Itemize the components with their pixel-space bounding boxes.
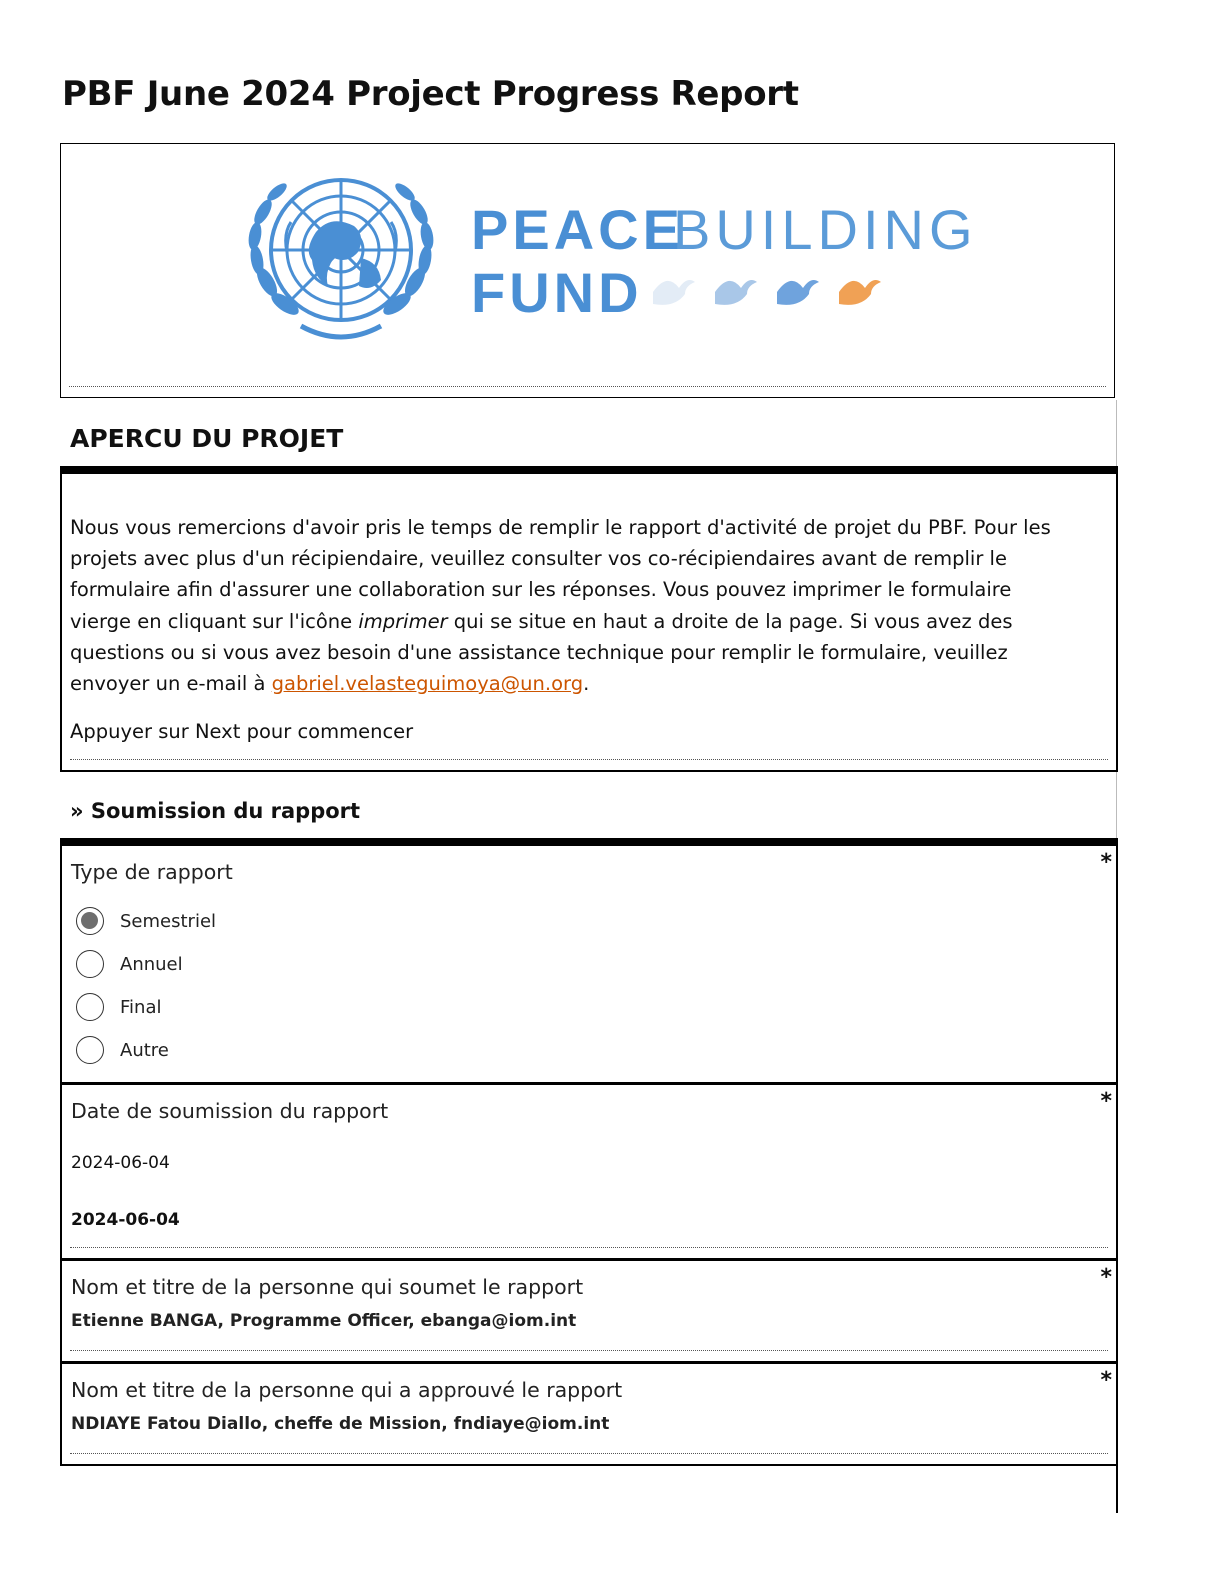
radio-option-final[interactable]: [76, 991, 161, 1023]
submission-date-value: 2024-06-04: [71, 1210, 180, 1230]
intro-text-1: Nous vous remercions d'avoir pris le temps de remplir le rapport d'activité de projet du PBF. Pour les projets avec plus d'un récipiendaire, veuillez consulter vos co-récipiendaires avant de remplir le formulaire afin d'assurer une collaboration sur les réponses. Vous pouvez imprimer le formulaire vierge en cliquant sur l'icône: [70, 516, 1051, 633]
logo-word-peace: PEACE: [471, 198, 684, 261]
radio-label: Annuel: [120, 953, 183, 975]
un-emblem-icon: [247, 180, 436, 337]
approver-label: Nom et titre de la personne qui a approuvé le rapport: [71, 1378, 623, 1402]
contact-email-link[interactable]: gabriel.velasteguimoya@un.org: [271, 672, 584, 696]
dotted-divider: [70, 1453, 1108, 1454]
submission-date-label: Date de soumission du rapport: [71, 1099, 389, 1123]
page-edge-rule-end: [1116, 1465, 1118, 1513]
required-marker: *: [1100, 850, 1112, 875]
radio-label: Semestriel: [120, 910, 217, 932]
submitter-label: Nom et titre de la personne qui soumet le rapport: [71, 1275, 584, 1299]
logo-banner: [60, 143, 1115, 398]
required-marker: *: [1100, 1089, 1112, 1114]
required-marker: *: [1100, 1265, 1112, 1290]
approver-value: NDIAYE Fatou Diallo, cheffe de Mission, fndiaye@iom.int: [71, 1414, 610, 1434]
radio-button[interactable]: [76, 993, 104, 1021]
intro-text-2: qui se situe en haut a droite de la page. Si vous avez des questions ou si vous avez besoin d'une assistance technique pour remplir le formulaire, veuillez envoyer un e-mail à: [70, 609, 1013, 696]
report-type-label: Type de rapport: [71, 860, 233, 884]
page-title: PBF June 2024 Project Progress Report: [62, 74, 799, 114]
radio-button[interactable]: [76, 950, 104, 978]
doves-icon: [653, 280, 881, 305]
dotted-divider: [69, 386, 1106, 387]
radio-option-autre[interactable]: [76, 1034, 169, 1066]
radio-option-annuel[interactable]: [76, 948, 183, 980]
dotted-divider: [70, 1350, 1108, 1351]
radio-label: Final: [120, 996, 162, 1018]
submitter-value: Etienne BANGA, Programme Officer, ebanga@iom.int: [71, 1311, 577, 1331]
section-heading-submission: » Soumission du rapport: [70, 799, 361, 823]
required-marker: *: [1100, 1368, 1112, 1393]
peacebuilding-fund-logo: [221, 162, 1021, 362]
radio-label: Autre: [120, 1039, 169, 1061]
intro-italic-word: imprimer: [358, 609, 448, 633]
start-instruction: Appuyer sur Next pour commencer: [70, 720, 414, 743]
logo-word-fund: FUND: [471, 261, 643, 324]
intro-paragraph: [70, 512, 1060, 699]
submission-date-question: [60, 1083, 1118, 1260]
logo-word-building: BUILDING: [673, 198, 978, 261]
intro-text-end: .: [583, 672, 590, 696]
dotted-divider: [70, 759, 1108, 760]
submitter-question: [60, 1259, 1118, 1363]
approver-question: [60, 1362, 1118, 1466]
radio-button-checked[interactable]: [76, 907, 104, 935]
radio-button[interactable]: [76, 1036, 104, 1064]
submission-date-field[interactable]: 2024-06-04: [71, 1153, 170, 1173]
section-heading-overview: APERCU DU PROJET: [70, 424, 344, 453]
report-type-question: [60, 838, 1118, 1084]
intro-panel: [60, 466, 1118, 772]
radio-option-semestriel[interactable]: [76, 905, 216, 937]
dotted-divider: [70, 1247, 1108, 1248]
